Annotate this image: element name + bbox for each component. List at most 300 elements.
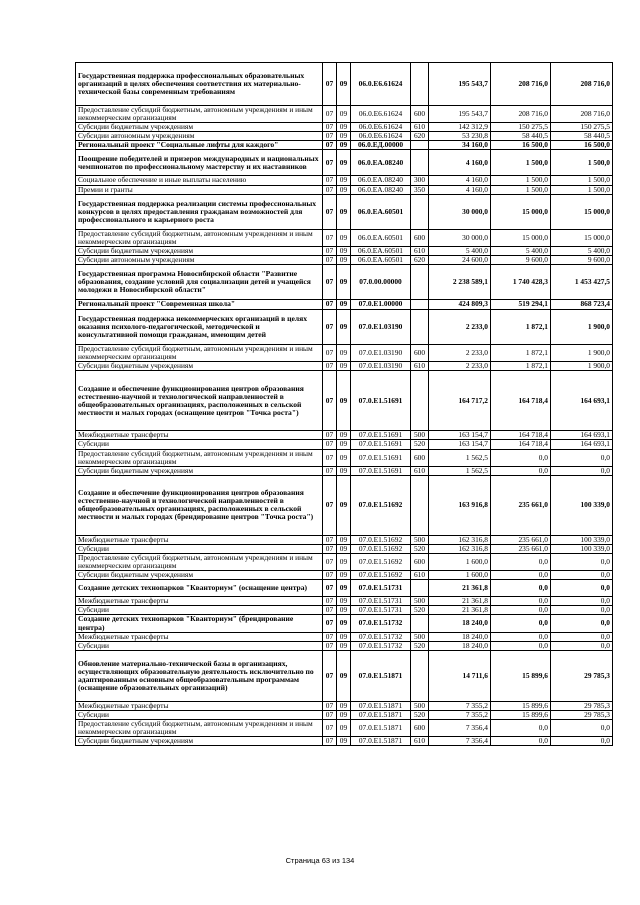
amount-year-2: 164 718,4 xyxy=(491,431,551,440)
row-name: Социальное обеспечение и иные выплаты населению xyxy=(76,176,323,185)
expense-type-code: 610 xyxy=(411,571,429,580)
amount-year-1: 142 312,9 xyxy=(429,123,491,132)
amount-year-3: 164 693,1 xyxy=(551,371,613,431)
target-article-code: 07.0.Е1.51691 xyxy=(351,449,411,466)
section-code: 07 xyxy=(323,150,337,176)
target-article-code: 07.0.Е1.51691 xyxy=(351,440,411,449)
row-name: Субсидии автономным учреждениям xyxy=(76,132,323,141)
subsection-code: 09 xyxy=(337,63,351,106)
amount-year-3: 15 000,0 xyxy=(551,194,613,229)
section-code: 07 xyxy=(323,606,337,615)
section-code: 07 xyxy=(323,720,337,737)
expense-type-code: 600 xyxy=(411,553,429,570)
table-row xyxy=(76,371,613,431)
target-article-code: 07.0.Е1.51871 xyxy=(351,701,411,710)
section-code: 07 xyxy=(323,615,337,632)
page-footer: Страница 63 из 134 xyxy=(285,856,355,865)
amount-year-3: 0,0 xyxy=(551,737,613,746)
section-code: 07 xyxy=(323,440,337,449)
amount-year-3: 9 600,0 xyxy=(551,255,613,264)
row-name: Субсидии xyxy=(76,440,323,449)
target-article-code: 07.0.Е1.51691 xyxy=(351,371,411,431)
table-row xyxy=(76,615,613,632)
table-row xyxy=(76,641,613,650)
subsection-code: 09 xyxy=(337,123,351,132)
amount-year-2: 1 500,0 xyxy=(491,185,551,194)
subsection-code: 09 xyxy=(337,132,351,141)
subsection-code: 09 xyxy=(337,466,351,475)
expense-type-code: 610 xyxy=(411,246,429,255)
amount-year-1: 162 316,8 xyxy=(429,544,491,553)
row-name: Предоставление субсидий бюджетным, автономным учреждениям и иным некоммерческим организациям xyxy=(76,553,323,570)
subsection-code: 09 xyxy=(337,345,351,362)
target-article-code: 07.0.Е1.51732 xyxy=(351,615,411,632)
amount-year-3: 1 500,0 xyxy=(551,185,613,194)
table-row xyxy=(76,535,613,544)
amount-year-2: 0,0 xyxy=(491,553,551,570)
expense-type-code: 520 xyxy=(411,544,429,553)
expense-type-code xyxy=(411,615,429,632)
expense-type-code: 600 xyxy=(411,449,429,466)
amount-year-3: 100 339,0 xyxy=(551,544,613,553)
section-code: 07 xyxy=(323,632,337,641)
target-article-code: 07.0.Е1.00000 xyxy=(351,300,411,310)
section-code: 07 xyxy=(323,737,337,746)
target-article-code: 06.0.ЕА.08240 xyxy=(351,176,411,185)
section-code: 07 xyxy=(323,701,337,710)
amount-year-2: 208 716,0 xyxy=(491,106,551,123)
amount-year-2: 164 718,4 xyxy=(491,440,551,449)
amount-year-3: 0,0 xyxy=(551,641,613,650)
row-name: Межбюджетные трансферты xyxy=(76,535,323,544)
subsection-code: 09 xyxy=(337,553,351,570)
amount-year-1: 1 562,5 xyxy=(429,466,491,475)
amount-year-3: 29 785,3 xyxy=(551,701,613,710)
section-code: 07 xyxy=(323,641,337,650)
amount-year-3: 0,0 xyxy=(551,632,613,641)
table-row xyxy=(76,737,613,746)
expense-type-code: 610 xyxy=(411,123,429,132)
expense-type-code xyxy=(411,141,429,150)
subsection-code: 09 xyxy=(337,571,351,580)
row-name: Государственная поддержка профессиональных образовательных организаций в целях обеспечения соответствия их материально-технической базы современным требованиям xyxy=(76,63,323,106)
amount-year-3: 100 339,0 xyxy=(551,535,613,544)
amount-year-1: 2 233,0 xyxy=(429,345,491,362)
table-row xyxy=(76,141,613,150)
amount-year-2: 15 000,0 xyxy=(491,229,551,246)
table-row xyxy=(76,229,613,246)
section-code: 07 xyxy=(323,194,337,229)
subsection-code: 09 xyxy=(337,737,351,746)
amount-year-1: 21 361,8 xyxy=(429,606,491,615)
amount-year-1: 195 543,7 xyxy=(429,106,491,123)
amount-year-3: 0,0 xyxy=(551,449,613,466)
section-code: 07 xyxy=(323,132,337,141)
target-article-code: 07.0.Е1.51731 xyxy=(351,580,411,597)
row-name: Субсидии бюджетным учреждениям xyxy=(76,123,323,132)
expense-type-code xyxy=(411,63,429,106)
table-row xyxy=(76,720,613,737)
table-row xyxy=(76,710,613,719)
target-article-code: 06.0.ЕА.60501 xyxy=(351,246,411,255)
amount-year-2: 15 899,6 xyxy=(491,710,551,719)
amount-year-3: 1 900,0 xyxy=(551,362,613,371)
section-code: 07 xyxy=(323,553,337,570)
table-row xyxy=(76,597,613,606)
row-name: Создание и обеспечение функционирования центров образования естественно-научной и технологической направленностей в общеобразовательных организациях, расположенных в сельской местности и малых городах (оснащение центров "Точка роста") xyxy=(76,371,323,431)
subsection-code: 09 xyxy=(337,535,351,544)
amount-year-2: 9 600,0 xyxy=(491,255,551,264)
row-name: Субсидии xyxy=(76,710,323,719)
amount-year-1: 18 240,0 xyxy=(429,641,491,650)
row-name: Субсидии xyxy=(76,544,323,553)
amount-year-2: 0,0 xyxy=(491,641,551,650)
row-name: Субсидии бюджетным учреждениям xyxy=(76,246,323,255)
section-code: 07 xyxy=(323,123,337,132)
amount-year-3: 5 400,0 xyxy=(551,246,613,255)
table-row xyxy=(76,132,613,141)
table-row xyxy=(76,701,613,710)
expense-type-code xyxy=(411,300,429,310)
amount-year-3: 0,0 xyxy=(551,466,613,475)
section-code: 07 xyxy=(323,431,337,440)
amount-year-3: 0,0 xyxy=(551,597,613,606)
amount-year-3: 0,0 xyxy=(551,580,613,597)
section-code: 07 xyxy=(323,544,337,553)
subsection-code: 09 xyxy=(337,606,351,615)
section-code: 07 xyxy=(323,571,337,580)
target-article-code: 07.0.Е1.51692 xyxy=(351,571,411,580)
subsection-code: 09 xyxy=(337,185,351,194)
table-row xyxy=(76,431,613,440)
expense-type-code: 610 xyxy=(411,362,429,371)
amount-year-1: 163 154,7 xyxy=(429,440,491,449)
table-row xyxy=(76,632,613,641)
table-row xyxy=(76,106,613,123)
expense-type-code: 300 xyxy=(411,176,429,185)
amount-year-2: 5 400,0 xyxy=(491,246,551,255)
amount-year-1: 163 916,8 xyxy=(429,475,491,535)
amount-year-1: 30 000,0 xyxy=(429,194,491,229)
amount-year-3: 0,0 xyxy=(551,553,613,570)
row-name: Создание детских технопарков "Кванториум" (оснащение центра) xyxy=(76,580,323,597)
expense-type-code: 600 xyxy=(411,720,429,737)
amount-year-1: 34 160,0 xyxy=(429,141,491,150)
expense-type-code: 600 xyxy=(411,106,429,123)
target-article-code: 07.0.Е1.51692 xyxy=(351,475,411,535)
amount-year-2: 235 661,0 xyxy=(491,544,551,553)
row-name: Субсидии бюджетным учреждениям xyxy=(76,737,323,746)
row-name: Премии и гранты xyxy=(76,185,323,194)
subsection-code: 09 xyxy=(337,265,351,300)
amount-year-3: 164 693,1 xyxy=(551,440,613,449)
amount-year-2: 0,0 xyxy=(491,632,551,641)
target-article-code: 06.0.ЕА.08240 xyxy=(351,185,411,194)
amount-year-1: 4 160,0 xyxy=(429,176,491,185)
row-name: Предоставление субсидий бюджетным, автономным учреждениям и иным некоммерческим организациям xyxy=(76,106,323,123)
subsection-code: 09 xyxy=(337,440,351,449)
row-name: Субсидии xyxy=(76,641,323,650)
row-name: Предоставление субсидий бюджетным, автономным учреждениям и иным некоммерческим организациям xyxy=(76,345,323,362)
amount-year-1: 14 711,6 xyxy=(429,650,491,701)
table-row xyxy=(76,63,613,106)
amount-year-3: 150 275,5 xyxy=(551,123,613,132)
section-code: 07 xyxy=(323,466,337,475)
target-article-code: 06.0.Е6.61624 xyxy=(351,123,411,132)
subsection-code: 09 xyxy=(337,141,351,150)
amount-year-2: 1 872,1 xyxy=(491,310,551,345)
table-row xyxy=(76,123,613,132)
row-name: Субсидии бюджетным учреждениям xyxy=(76,571,323,580)
amount-year-1: 1 600,0 xyxy=(429,553,491,570)
amount-year-2: 0,0 xyxy=(491,597,551,606)
amount-year-2: 16 500,0 xyxy=(491,141,551,150)
expense-type-code: 600 xyxy=(411,345,429,362)
subsection-code: 09 xyxy=(337,255,351,264)
amount-year-1: 4 160,0 xyxy=(429,150,491,176)
amount-year-3: 0,0 xyxy=(551,571,613,580)
subsection-code: 09 xyxy=(337,246,351,255)
section-code: 07 xyxy=(323,255,337,264)
section-code: 07 xyxy=(323,106,337,123)
amount-year-3: 29 785,3 xyxy=(551,710,613,719)
section-code: 07 xyxy=(323,597,337,606)
expense-type-code xyxy=(411,194,429,229)
amount-year-2: 0,0 xyxy=(491,615,551,632)
target-article-code: 07.0.Е1.51871 xyxy=(351,720,411,737)
table-row xyxy=(76,553,613,570)
table-row xyxy=(76,650,613,701)
amount-year-3: 1 500,0 xyxy=(551,176,613,185)
table-row xyxy=(76,544,613,553)
subsection-code: 09 xyxy=(337,701,351,710)
table-row xyxy=(76,255,613,264)
subsection-code: 09 xyxy=(337,597,351,606)
amount-year-3: 1 900,0 xyxy=(551,310,613,345)
amount-year-2: 15 899,6 xyxy=(491,701,551,710)
row-name: Межбюджетные трансферты xyxy=(76,632,323,641)
expense-type-code: 620 xyxy=(411,255,429,264)
subsection-code: 09 xyxy=(337,632,351,641)
target-article-code: 07.0.Е1.51731 xyxy=(351,606,411,615)
amount-year-2: 15 899,6 xyxy=(491,650,551,701)
amount-year-2: 0,0 xyxy=(491,449,551,466)
subsection-code: 09 xyxy=(337,449,351,466)
expense-type-code xyxy=(411,475,429,535)
subsection-code: 09 xyxy=(337,300,351,310)
amount-year-2: 1 872,1 xyxy=(491,345,551,362)
subsection-code: 09 xyxy=(337,650,351,701)
section-code: 07 xyxy=(323,229,337,246)
target-article-code: 07.0.Е1.51692 xyxy=(351,544,411,553)
row-name: Региональный проект "Современная школа" xyxy=(76,300,323,310)
table-row xyxy=(76,466,613,475)
amount-year-1: 4 160,0 xyxy=(429,185,491,194)
amount-year-1: 2 238 589,1 xyxy=(429,265,491,300)
row-name: Создание и обеспечение функционирования центров образования естественно-научной и технологической направленностей в общеобразовательных организациях, расположенных в сельской местности и малых городах (брендирование центров "Точка роста") xyxy=(76,475,323,535)
expense-type-code xyxy=(411,150,429,176)
target-article-code: 06.0.ЕА.08240 xyxy=(351,150,411,176)
section-code: 07 xyxy=(323,300,337,310)
row-name: Субсидии автономным учреждениям xyxy=(76,255,323,264)
amount-year-3: 0,0 xyxy=(551,606,613,615)
table-row xyxy=(76,580,613,597)
target-article-code: 06.0.ЕА.60501 xyxy=(351,229,411,246)
subsection-code: 09 xyxy=(337,720,351,737)
expense-type-code: 610 xyxy=(411,466,429,475)
subsection-code: 09 xyxy=(337,194,351,229)
expense-type-code: 500 xyxy=(411,535,429,544)
subsection-code: 09 xyxy=(337,176,351,185)
amount-year-1: 53 230,8 xyxy=(429,132,491,141)
amount-year-3: 1 453 427,5 xyxy=(551,265,613,300)
row-name: Межбюджетные трансферты xyxy=(76,597,323,606)
target-article-code: 06.0.Е6.61624 xyxy=(351,106,411,123)
expense-type-code: 350 xyxy=(411,185,429,194)
row-name: Обновление материально-технической базы в организациях, осуществляющих образовательную деятельность исключительно по адаптированным основным общеобразовательным программам (оснащение образовательных организаций) xyxy=(76,650,323,701)
amount-year-1: 24 600,0 xyxy=(429,255,491,264)
budget-table xyxy=(75,62,613,746)
expense-type-code: 520 xyxy=(411,606,429,615)
amount-year-1: 2 233,0 xyxy=(429,362,491,371)
subsection-code: 09 xyxy=(337,710,351,719)
amount-year-3: 0,0 xyxy=(551,615,613,632)
subsection-code: 09 xyxy=(337,641,351,650)
table-row xyxy=(76,176,613,185)
amount-year-3: 16 500,0 xyxy=(551,141,613,150)
section-code: 07 xyxy=(323,246,337,255)
expense-type-code: 520 xyxy=(411,710,429,719)
amount-year-1: 21 361,8 xyxy=(429,580,491,597)
row-name: Государственная поддержка реализации системы профессиональных конкурсов в целях предоставления гражданам возможностей для профессионального и карьерного роста xyxy=(76,194,323,229)
amount-year-1: 18 240,0 xyxy=(429,632,491,641)
amount-year-3: 100 339,0 xyxy=(551,475,613,535)
row-name: Создание детских технопарков "Кванториум" (брендирование центра) xyxy=(76,615,323,632)
target-article-code: 07.0.Е1.03190 xyxy=(351,310,411,345)
expense-type-code: 500 xyxy=(411,597,429,606)
amount-year-2: 235 661,0 xyxy=(491,535,551,544)
table-row xyxy=(76,150,613,176)
amount-year-1: 5 400,0 xyxy=(429,246,491,255)
expense-type-code xyxy=(411,580,429,597)
target-article-code: 07.0.Е1.51691 xyxy=(351,431,411,440)
subsection-code: 09 xyxy=(337,150,351,176)
amount-year-1: 7 355,2 xyxy=(429,710,491,719)
amount-year-1: 2 233,0 xyxy=(429,310,491,345)
table-row xyxy=(76,606,613,615)
amount-year-3: 208 716,0 xyxy=(551,106,613,123)
amount-year-3: 1 900,0 xyxy=(551,345,613,362)
budget-table-body xyxy=(76,63,613,746)
amount-year-3: 868 723,4 xyxy=(551,300,613,310)
amount-year-2: 150 275,5 xyxy=(491,123,551,132)
expense-type-code: 520 xyxy=(411,440,429,449)
subsection-code: 09 xyxy=(337,475,351,535)
amount-year-1: 1 600,0 xyxy=(429,571,491,580)
table-row xyxy=(76,449,613,466)
amount-year-2: 1 500,0 xyxy=(491,176,551,185)
amount-year-1: 164 717,2 xyxy=(429,371,491,431)
amount-year-1: 7 355,2 xyxy=(429,701,491,710)
table-row xyxy=(76,194,613,229)
amount-year-1: 195 543,7 xyxy=(429,63,491,106)
target-article-code: 06.0.ЕД.00000 xyxy=(351,141,411,150)
section-code: 07 xyxy=(323,176,337,185)
target-article-code: 07.0.Е1.51731 xyxy=(351,597,411,606)
section-code: 07 xyxy=(323,710,337,719)
row-name: Предоставление субсидий бюджетным, автономным учреждениям и иным некоммерческим организациям xyxy=(76,229,323,246)
amount-year-1: 162 316,8 xyxy=(429,535,491,544)
amount-year-2: 208 716,0 xyxy=(491,63,551,106)
amount-year-2: 0,0 xyxy=(491,571,551,580)
amount-year-3: 0,0 xyxy=(551,720,613,737)
section-code: 07 xyxy=(323,475,337,535)
amount-year-2: 0,0 xyxy=(491,580,551,597)
row-name: Государственная поддержка некоммерческих организаций в целях оказания психолого-педагогической, методической и консультативной помощи гражданам, имеющим детей xyxy=(76,310,323,345)
amount-year-1: 21 361,8 xyxy=(429,597,491,606)
amount-year-3: 1 500,0 xyxy=(551,150,613,176)
amount-year-1: 30 000,0 xyxy=(429,229,491,246)
amount-year-3: 164 693,1 xyxy=(551,431,613,440)
target-article-code: 07.0.Е1.03190 xyxy=(351,345,411,362)
section-code: 07 xyxy=(323,580,337,597)
amount-year-1: 1 562,5 xyxy=(429,449,491,466)
expense-type-code xyxy=(411,265,429,300)
target-article-code: 07.0.00.00000 xyxy=(351,265,411,300)
subsection-code: 09 xyxy=(337,431,351,440)
expense-type-code: 600 xyxy=(411,229,429,246)
target-article-code: 07.0.Е1.51871 xyxy=(351,710,411,719)
table-row xyxy=(76,362,613,371)
row-name: Региональный проект "Социальные лифты для каждого" xyxy=(76,141,323,150)
amount-year-2: 519 294,1 xyxy=(491,300,551,310)
table-row xyxy=(76,345,613,362)
expense-type-code xyxy=(411,650,429,701)
target-article-code: 06.0.Е6.61624 xyxy=(351,63,411,106)
table-row xyxy=(76,571,613,580)
amount-year-1: 7 356,4 xyxy=(429,737,491,746)
amount-year-2: 164 718,4 xyxy=(491,371,551,431)
amount-year-1: 163 154,7 xyxy=(429,431,491,440)
section-code: 07 xyxy=(323,185,337,194)
expense-type-code: 520 xyxy=(411,641,429,650)
amount-year-2: 235 661,0 xyxy=(491,475,551,535)
section-code: 07 xyxy=(323,371,337,431)
amount-year-2: 1 500,0 xyxy=(491,150,551,176)
amount-year-1: 18 240,0 xyxy=(429,615,491,632)
target-article-code: 07.0.Е1.03190 xyxy=(351,362,411,371)
target-article-code: 06.0.ЕА.60501 xyxy=(351,255,411,264)
expense-type-code xyxy=(411,371,429,431)
target-article-code: 06.0.Е6.61624 xyxy=(351,132,411,141)
target-article-code: 07.0.Е1.51691 xyxy=(351,466,411,475)
target-article-code: 07.0.Е1.51692 xyxy=(351,535,411,544)
target-article-code: 07.0.Е1.51732 xyxy=(351,641,411,650)
table-row xyxy=(76,440,613,449)
target-article-code: 07.0.Е1.51732 xyxy=(351,632,411,641)
subsection-code: 09 xyxy=(337,310,351,345)
target-article-code: 06.0.ЕА.60501 xyxy=(351,194,411,229)
amount-year-2: 58 440,5 xyxy=(491,132,551,141)
subsection-code: 09 xyxy=(337,362,351,371)
section-code: 07 xyxy=(323,310,337,345)
amount-year-2: 15 000,0 xyxy=(491,194,551,229)
row-name: Поощрение победителей и призеров международных и национальных чемпионатов по профессиональному мастерству и их наставников xyxy=(76,150,323,176)
expense-type-code: 620 xyxy=(411,132,429,141)
amount-year-2: 1 872,1 xyxy=(491,362,551,371)
amount-year-3: 58 440,5 xyxy=(551,132,613,141)
row-name: Субсидии xyxy=(76,606,323,615)
